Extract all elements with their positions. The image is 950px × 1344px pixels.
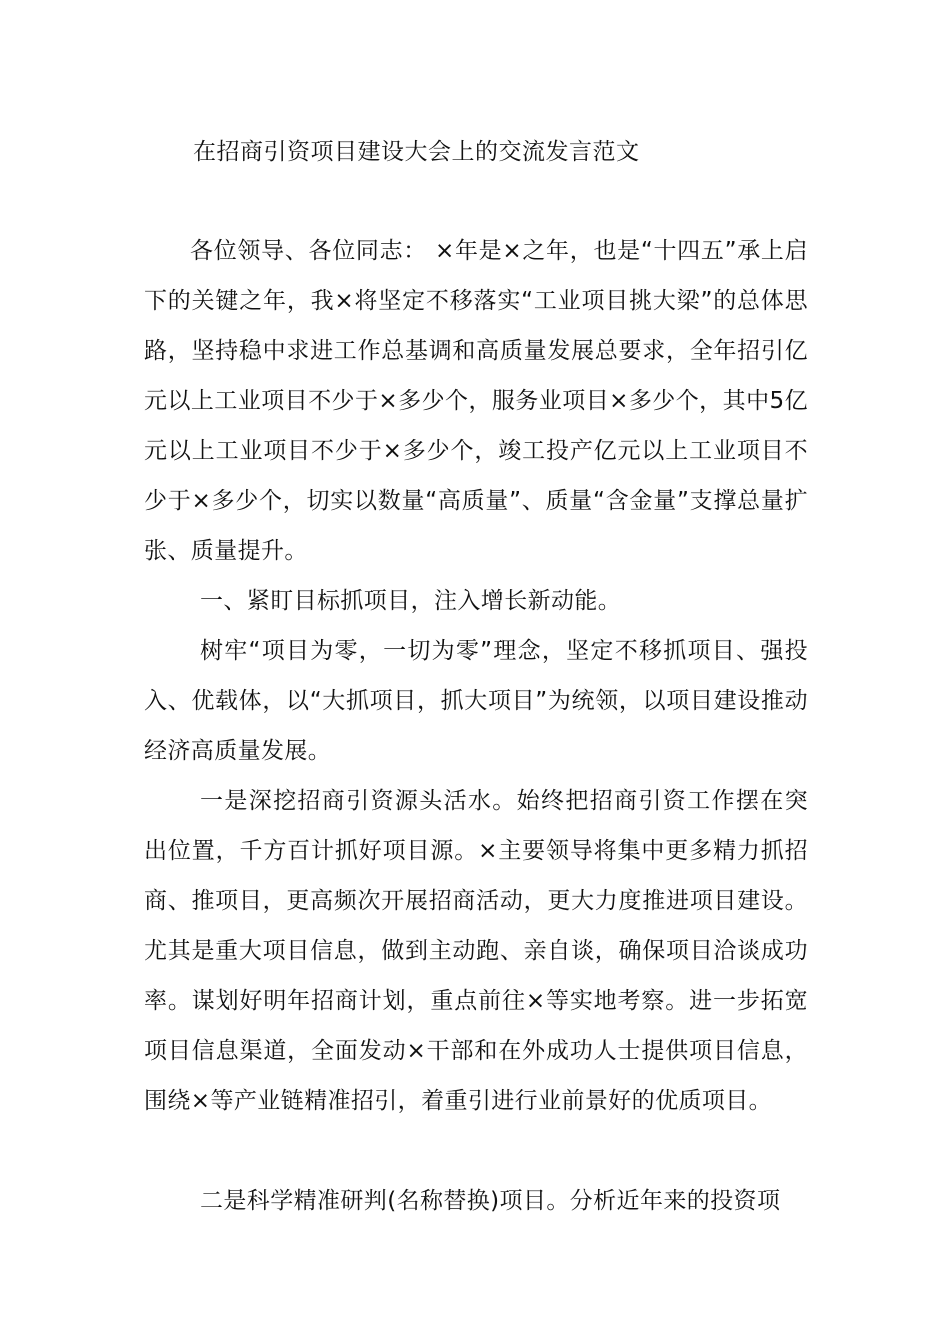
body-paragraph-3: 二是科学精准研判(名称替换)项目。分析近年来的投资项 <box>200 1188 781 1214</box>
intro-paragraph: 各位领导、各位同志： ×年是×之年，也是“十四五”承上启下的关键之年，我×将坚定不移落实“工业项目挑大梁”的总体思路，坚持稳中求进工作总基调和高质量发展总要求，全年招引亿元以上工业项目不少于×多少个，服务业项目×多少个，其中5亿元以上工业项目不少于×多少个，竣工投产亿元以上工业项目不少于×多少个，切实以数量“高质量”、质量“含金量”支撑总量扩张、质量提升。 <box>144 238 808 564</box>
section-heading-1: 一、紧盯目标抓项目，注入增长新动能。 <box>200 588 622 614</box>
document-title: 在招商引资项目建设大会上的交流发言范文 <box>193 139 640 165</box>
body-paragraph-2: 一是深挖招商引资源头活水。始终把招商引资工作摆在突出位置，千方百计抓好项目源。×主要领导将集中更多精力抓招商、推项目，更高频次开展招商活动，更大力度推进项目建设。尤其是重大项目信息，做到主动跑、亲自谈，确保项目洽谈成功率。谋划好明年招商计划，重点前往×等实地考察。进一步拓宽项目信息渠道，全面发动×干部和在外成功人士提供项目信息，围绕×等产业链精准招引，着重引进行业前景好的优质项目。 <box>144 788 808 1114</box>
body-paragraph-1: 树牢“项目为零，一切为零”理念，坚定不移抓项目、强投入、优载体，以“大抓项目，抓大项目”为统领，以项目建设推动经济高质量发展。 <box>144 638 808 764</box>
